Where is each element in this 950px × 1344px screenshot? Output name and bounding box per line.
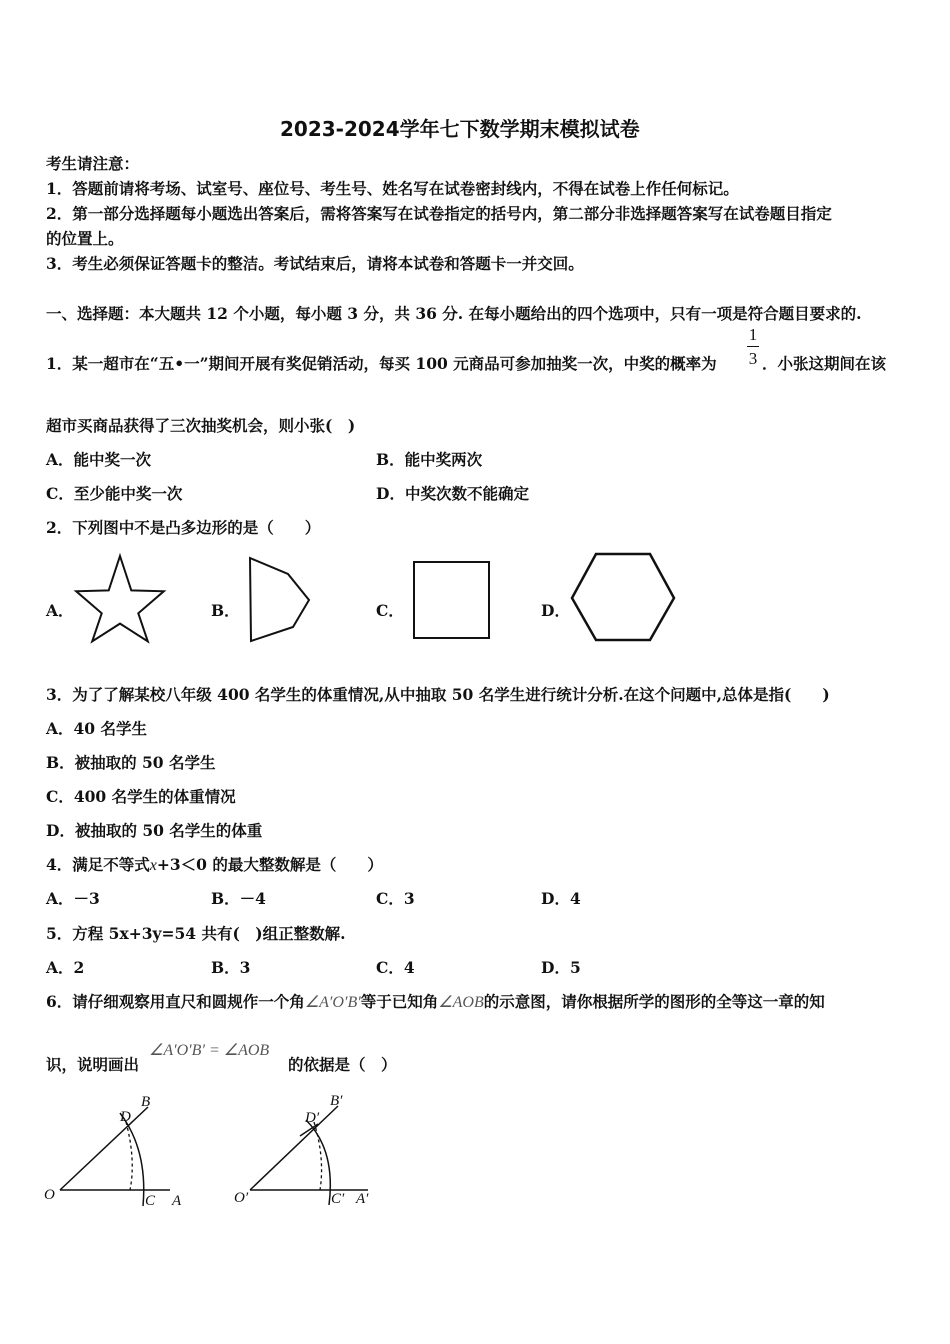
- q5-option-b: B．3: [211, 958, 251, 977]
- q5-option-a: A．2: [46, 958, 85, 977]
- q2-option-d: D．: [541, 601, 570, 620]
- q6-angle-2: ∠AOB: [438, 994, 484, 1011]
- label-d-prime: D′: [305, 1110, 320, 1126]
- q3-option-a: A．40 名学生: [46, 719, 147, 738]
- notice-item-1: 1．答题前请将考场、试室号、座位号、考生号、姓名写在试卷密封线内，不得在试卷上作任何标记。: [46, 179, 739, 198]
- q2-option-b: B．: [211, 601, 240, 620]
- q4-variable: x: [149, 857, 157, 874]
- q1-option-b: B．能中奖两次: [376, 450, 483, 469]
- q5-stem: 5．方程 5x+3y=54 共有( )组正整数解.: [46, 924, 346, 943]
- q6-stem-c: 的示意图，请你根据所学的图形的全等这一章的知: [483, 992, 825, 1011]
- q6-stem-d: 识，说明画出: [46, 1055, 140, 1074]
- label-a-prime: A′: [356, 1191, 369, 1207]
- label-c: C: [145, 1193, 156, 1209]
- q1-option-a: A．能中奖一次: [46, 450, 152, 469]
- q6-stem-b: 等于已知角: [360, 992, 439, 1011]
- notice-item-2b: 的位置上。: [46, 229, 124, 248]
- label-b-prime: B′: [330, 1093, 343, 1109]
- q4-option-a: A．－3: [46, 889, 100, 908]
- q3-option-d: D．被抽取的 50 名学生的体重: [46, 821, 263, 840]
- q6-stem-a: 6．请仔细观察用直尺和圆规作一个角: [46, 992, 305, 1011]
- notice-item-2a: 2．第一部分选择题每小题选出答案后，需将答案写在试卷指定的括号内，第二部分非选择题答案写在试卷题目指定: [46, 204, 832, 223]
- page-title: 2023-2024学年七下数学期末模拟试卷: [280, 117, 640, 141]
- label-a: A: [172, 1193, 182, 1209]
- q2-option-c: C．: [376, 601, 404, 620]
- q5-option-c: C．4: [376, 958, 415, 977]
- q2-option-a: A．: [46, 601, 74, 620]
- q3-stem: 3．为了了解某校八年级 400 名学生的体重情况,从中抽取 50 名学生进行统计分析.在这个问题中,总体是指( ): [46, 685, 830, 704]
- section-heading: 一、选择题：本大题共 12 个小题，每小题 3 分，共 36 分. 在每小题给出的四个选项中，只有一项是符合题目要求的.: [46, 304, 862, 323]
- q1-fraction-denominator: 3: [748, 349, 758, 368]
- figure-original-angle: [60, 1107, 170, 1206]
- q6-equation: ∠A′O′B′ = ∠AOB: [149, 1042, 270, 1059]
- q4-stem-b: +3＜0 的最大整数解是（ ）: [156, 855, 383, 874]
- ray-ob: [60, 1107, 148, 1190]
- q1-stem-c: 超市买商品获得了三次抽奖机会，则小张( ): [46, 416, 356, 435]
- notice-item-3: 3．考生必须保证答题卡的整洁。考试结束后，请将本试卷和答题卡一并交回。: [46, 254, 584, 273]
- label-b: B: [141, 1094, 151, 1110]
- label-o-prime: O′: [234, 1190, 249, 1206]
- q2-stem: 2．下列图中不是凸多边形的是（ ）: [46, 518, 321, 537]
- q5-option-d: D．5: [541, 958, 581, 977]
- q6-angle-1: ∠A′O′B′: [304, 994, 361, 1011]
- q4-option-b: B．－4: [211, 889, 266, 908]
- q1-option-c: C．至少能中奖一次: [46, 484, 183, 503]
- q4-option-c: C．3: [376, 889, 415, 908]
- q1-fraction-numerator: 1: [748, 325, 758, 344]
- label-c-prime: C′: [331, 1191, 345, 1207]
- notice-heading: 考生请注意：: [46, 154, 140, 173]
- label-d: D: [120, 1109, 131, 1125]
- q1-stem-b: ．小张这期间在该: [762, 354, 887, 373]
- label-o: O: [44, 1187, 55, 1203]
- q4-stem-a: 4．满足不等式: [46, 855, 150, 874]
- q3-option-c: C．400 名学生的体重情况: [46, 787, 236, 806]
- q1-stem-a: 1．某一超市在“五•一”期间开展有奖促销活动，每买 100 元商品可参加抽奖一次，中奖的概率为: [46, 354, 717, 373]
- q6-stem-e: 的依据是（ ）: [288, 1055, 397, 1074]
- q3-option-b: B．被抽取的 50 名学生: [46, 753, 216, 772]
- q4-option-d: D．4: [541, 889, 581, 908]
- q1-option-d: D．中奖次数不能确定: [376, 484, 529, 503]
